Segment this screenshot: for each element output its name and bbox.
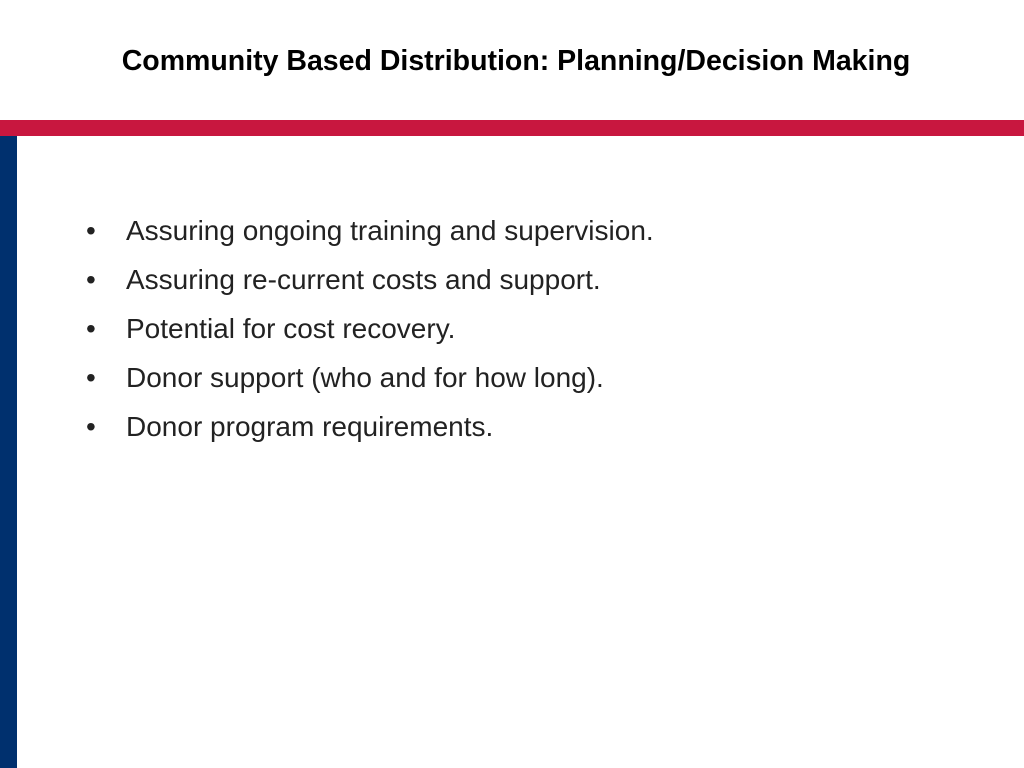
- bullet-text: Potential for cost recovery.: [126, 313, 456, 344]
- title-rule: [0, 120, 1024, 136]
- bullet-item: [84, 206, 984, 255]
- slide-title: Community Based Distribution: Planning/Decision Making: [121, 45, 911, 77]
- bullet-dot: •: [86, 362, 96, 393]
- bullet-text: Assuring ongoing training and supervision.: [126, 215, 654, 246]
- bullet-dot: •: [86, 411, 96, 442]
- bullet-dot: •: [86, 264, 96, 295]
- bullet-item: [84, 353, 984, 402]
- bullet-item: [84, 255, 984, 304]
- bullet-item: [84, 304, 984, 353]
- bullet-dot: •: [86, 215, 96, 246]
- bullet-text: Assuring re-current costs and support.: [126, 264, 601, 295]
- bullet-dot: •: [86, 313, 96, 344]
- bullet-text: Donor program requirements.: [126, 411, 494, 442]
- bullet-item: [84, 402, 984, 451]
- side-accent-bar: [0, 136, 17, 768]
- bullet-list: [84, 206, 984, 451]
- bullet-text: Donor support (who and for how long).: [126, 362, 604, 393]
